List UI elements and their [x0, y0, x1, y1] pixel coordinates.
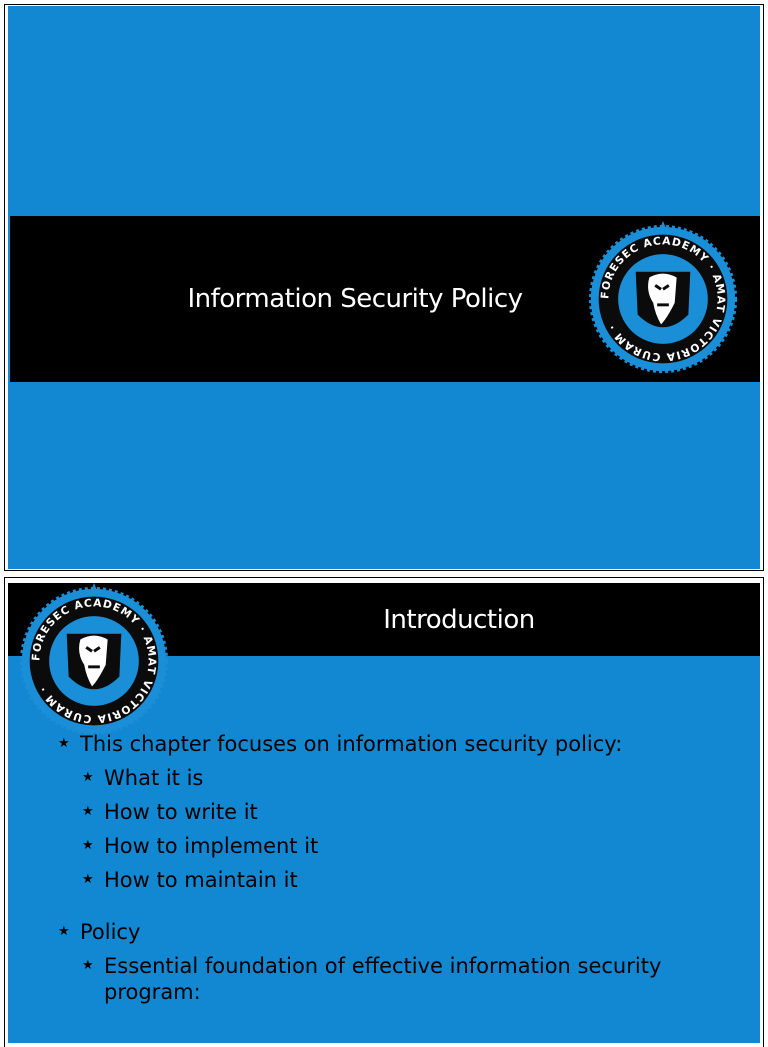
- bullet-text: Policy: [80, 920, 141, 944]
- title-slide: [8, 6, 760, 569]
- star-bullet-icon: ★: [82, 838, 94, 853]
- slide-title: Introduction: [383, 604, 535, 635]
- bullet-text: How to maintain it: [104, 868, 298, 892]
- bullet-text: This chapter focuses on information security policy:: [80, 732, 623, 756]
- bullet-text: What it is: [104, 766, 204, 790]
- bullet-text: How to write it: [104, 800, 258, 824]
- star-bullet-icon: ★: [58, 924, 70, 939]
- bullet-item: [56, 919, 756, 945]
- bullet-item: [56, 731, 756, 757]
- star-bullet-icon: ★: [82, 872, 94, 887]
- content-slide: [8, 583, 760, 1043]
- foresec-seal-icon: [16, 583, 172, 739]
- sub-bullet-item: [80, 765, 756, 791]
- star-bullet-icon: ★: [82, 770, 94, 785]
- foresec-seal-icon: [585, 221, 741, 377]
- bullet-list: [56, 731, 756, 1013]
- slide-title: Information Security Policy: [187, 284, 523, 314]
- bullet-text: How to implement it: [104, 834, 319, 858]
- star-bullet-icon: ★: [82, 804, 94, 819]
- bullet-text: Essential foundation of effective information security program:: [104, 954, 662, 1004]
- sub-bullet-item: [80, 953, 756, 1005]
- sub-bullet-item: [80, 867, 756, 893]
- star-bullet-icon: ★: [82, 958, 94, 973]
- seal-ring-text: FORESEC ACADEMY · AMAT VICTORIA CURAM ·: [29, 596, 159, 726]
- sub-bullet-item: [80, 833, 756, 859]
- seal-ring-text: FORESEC ACADEMY · AMAT VICTORIA CURAM ·: [598, 234, 728, 364]
- sub-bullet-item: [80, 799, 756, 825]
- star-bullet-icon: ★: [58, 736, 70, 751]
